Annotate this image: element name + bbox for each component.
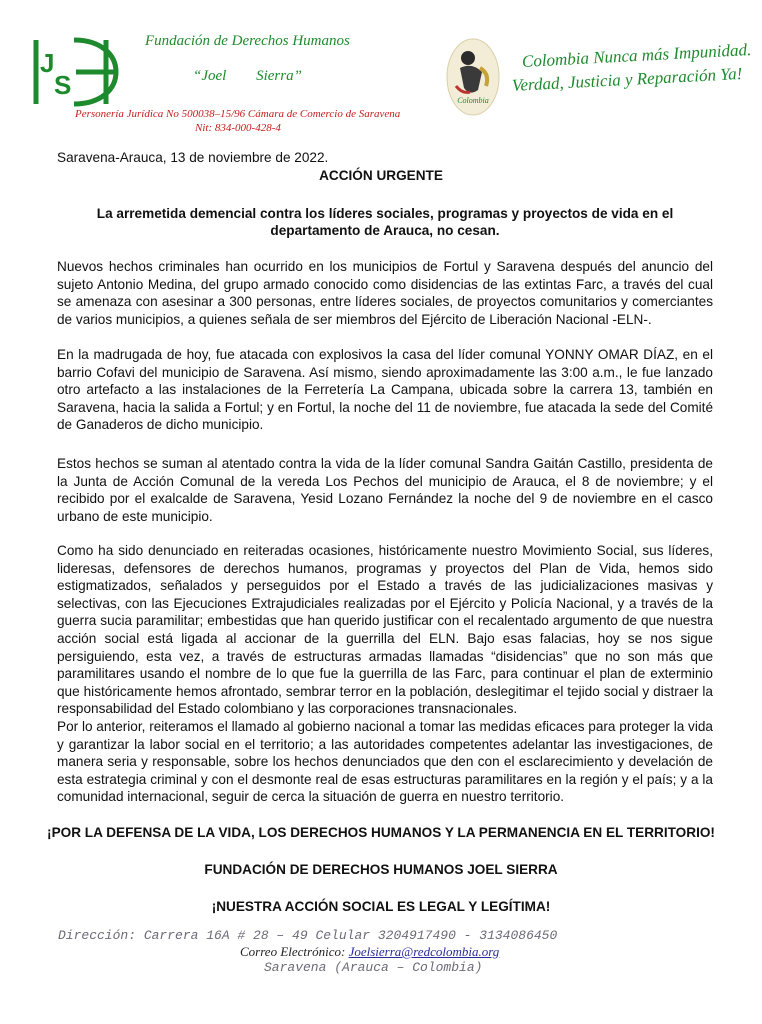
footer-address: Dirección: Carrera 16A # 28 – 49 Celular 3204917490 - 3134086450: [58, 928, 558, 943]
paragraph-1: Nuevos hechos criminales han ocurrido en los municipios de Fortul y Saravena después del anuncio del sujeto Antonio Medina, del grupo armado conocido como disidencias de las extintas Farc, a través del cual se amenaza con asesinar a 300 personas, entre líderes sociales, de proyectos comunitarios y comerciantes de varios municipios, a quienes señala de ser miembros del Ejército de Liberación Nacional -ELN-.: [57, 259, 713, 327]
fundacion-logo: [30, 36, 122, 108]
org-subname: “Joel Sierra”: [193, 68, 302, 84]
paragraph-2: En la madrugada de hoy, fue atacada con explosivos la casa del líder comunal YONNY OMAR DÍAZ, en el barrio Cofavi del municipio de Saravena. Así mismo, siendo aproximadamente las 3:00 a.m., le fue lanzado otro artefacto a las instalaciones de la Ferretería La Campana, ubicada sobre la carrera 13, también en Saravena, hacia la salida a Fortul; y en Fortul, la noche del 11 de noviembre, fue atacada la sede del Comité de Ganaderos de dicho municipio.: [57, 347, 713, 433]
campaign-logo-caption: Colombia: [457, 96, 489, 105]
campaign-logo: [446, 38, 500, 116]
legal-registration: Personería Jurídica No 500038–15/96 Cámara de Comercio de Saravena: [75, 108, 401, 120]
paragraph-3: Estos hechos se suman al atentado contra la vida de la líder comunal Sandra Gaitán Castillo, presidenta de la Junta de Acción Comunal de la vereda Los Pechos del municipio de Arauca, el 8 de noviembre; y el recibido por el exalcalde de Saravena, Yesid Lozano Fernández la noche del 9 de noviembre en el casco urbano de este municipio.: [57, 456, 713, 524]
footer-city: Saravena (Arauca – Colombia): [264, 960, 483, 975]
paragraph-4: Como ha sido denunciado en reiteradas ocasiones, históricamente nuestro Movimiento Social, sus líderes, lideresas, defensores de derechos humanos, programas y proyectos del Plan de Vida, hemos sido estigmatizados, señalados y perseguidos por el Estado a través de las judicializaciones masivas y selectivas, con las Ejecuciones Extrajudiciales realizadas por el Ejército y Policía Nacional, y a través de la guerra sucia paramilitar; embestidas que han querido justificar con el recalentado argumento de que nuestra acción social está ligada al accionar de la guerrilla del ELN. Bajo esas falacias, hoy se nos sigue persiguiendo, esta vez, a través de estructuras armadas llamadas “disidencias” que no son más que paramilitares usando el nombre de lo que fue la guerrilla de las Farc, para continuar el plan de exterminio que históricamente hemos afrontado, sembrar terror en la población, deslegitimar el tejido social y distraer la responsabilidad del Estado colombiano y las corporaciones transnacionales.: [57, 543, 713, 717]
org-name: Fundación de Derechos Humanos: [145, 33, 350, 49]
legal-slogan: ¡NUESTRA ACCIÓN SOCIAL ES LEGAL Y LEGÍTIMA!: [211, 899, 551, 914]
email-link[interactable]: Joelsierra@redcolombia.org: [348, 944, 500, 959]
campaign-slogan-line2: Verdad, Justicia y Reparación Ya!: [511, 63, 743, 95]
footer-email-label: Correo Electrónico:: [240, 944, 346, 959]
signature: FUNDACIÓN DE DERECHOS HUMANOS JOEL SIERRA: [204, 862, 558, 877]
svg-text:J: J: [40, 48, 55, 78]
footer-email-line: [240, 944, 499, 960]
paragraph-5: Por lo anterior, reiteramos el llamado al gobierno nacional a tomar las medidas eficaces para proteger la vida y garantizar la labor social en el territorio; a las autoridades competentes adelantar las investigaciones, de manera seria y responsable, sobre los hechos denunciados que den con el esclarecimiento y develación de esta estrategia criminal y con el desmonte real de esas estructuras paramilitares en la región y el país; y a la comunidad internacional, seguir de cerca la situación de guerra en nuestro territorio.: [57, 719, 713, 805]
date-line: Saravena-Arauca, 13 de noviembre de 2022.: [57, 150, 329, 165]
campaign-slogan-line1: Colombia Nunca más Impunidad.: [521, 40, 752, 71]
closing-slogan: ¡POR LA DEFENSA DE LA VIDA, LOS DERECHOS HUMANOS Y LA PERMANENCIA EN EL TERRITORIO!: [47, 825, 715, 840]
document-heading: ACCIÓN URGENTE: [319, 168, 443, 183]
nit-number: Nit: 834-000-428-4: [195, 122, 281, 134]
document-subheading: La arremetida demencial contra los líderes sociales, programas y proyectos de vida en el departamento de Arauca, no cesan.: [96, 206, 674, 238]
svg-text:S: S: [54, 70, 72, 100]
